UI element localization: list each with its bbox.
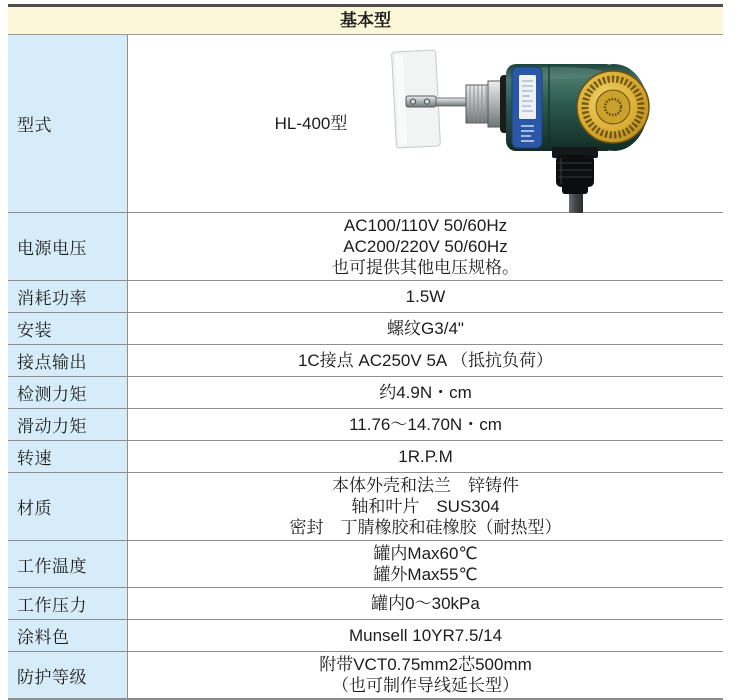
model-name: HL-400型 [274,114,348,133]
row-value [128,35,723,212]
row-label: 型式 [8,35,128,212]
value-line: 罐内Max60℃ [373,544,478,563]
value-line: 1R.P.M [398,447,453,466]
value-line: 螺纹G3/4" [387,319,464,338]
row-label: 材质 [8,473,128,540]
row-label: 检测力矩 [8,377,128,408]
row-value [128,541,723,587]
table-row [8,588,723,620]
row-label: 工作温度 [8,541,128,587]
row-label: 工作压力 [8,588,128,619]
table-row [8,35,723,213]
table-row [8,409,723,441]
value-line: 附带VCT0.75mm2芯500mm [319,655,532,674]
row-label: 电源电压 [8,213,128,280]
value-line: （也可制作导线延长型） [332,676,519,695]
row-label: 消耗功率 [8,281,128,312]
value-line: 罐内0～30kPa [371,594,480,613]
row-value [128,409,723,440]
table-row [8,281,723,313]
row-label: 涂料色 [8,620,128,651]
row-value [128,652,723,698]
row-value [128,345,723,376]
row-label: 安装 [8,313,128,344]
row-value [128,213,723,280]
table-row [8,213,723,281]
row-value [128,313,723,344]
value-line: AC200/220V 50/60Hz [343,237,508,256]
row-label: 防护等级 [8,652,128,698]
row-value [128,473,723,540]
value-line: Munsell 10YR7.5/14 [348,626,503,645]
value-line: 本体外壳和法兰 锌铸件 [332,476,519,495]
product-photo-rotary-paddle-level-switch [386,41,651,213]
table-header-basic-type: 基本型 [8,4,723,35]
table-row [8,441,723,473]
value-line: 11.76～14.70N・cm [349,415,502,434]
table-row [8,313,723,345]
spec-table-body [8,35,723,698]
value-line: 轴和叶片 SUS304 [351,497,500,516]
table-row [8,473,723,541]
value-line: 罐外Max55℃ [373,565,478,584]
value-line: 1C接点 AC250V 5A （抵抗负荷） [297,351,554,370]
value-line: 密封 丁腈橡胶和硅橡胶（耐热型） [289,518,562,537]
value-line: 也可提供其他电压规格。 [332,258,519,277]
table-row [8,541,723,588]
row-label: 接点输出 [8,345,128,376]
table-row [8,652,723,698]
value-line: AC100/110V 50/60Hz [343,216,508,235]
row-label: 转速 [8,441,128,472]
table-row [8,620,723,652]
value-line: 约4.9N・cm [379,383,472,402]
table-row [8,345,723,377]
table-row [8,377,723,409]
row-value [128,281,723,312]
row-value [128,441,723,472]
row-value [128,377,723,408]
spec-table [8,4,723,700]
row-label: 滑动力矩 [8,409,128,440]
row-value [128,588,723,619]
row-value [128,620,723,651]
value-line: 1.5W [405,287,446,306]
